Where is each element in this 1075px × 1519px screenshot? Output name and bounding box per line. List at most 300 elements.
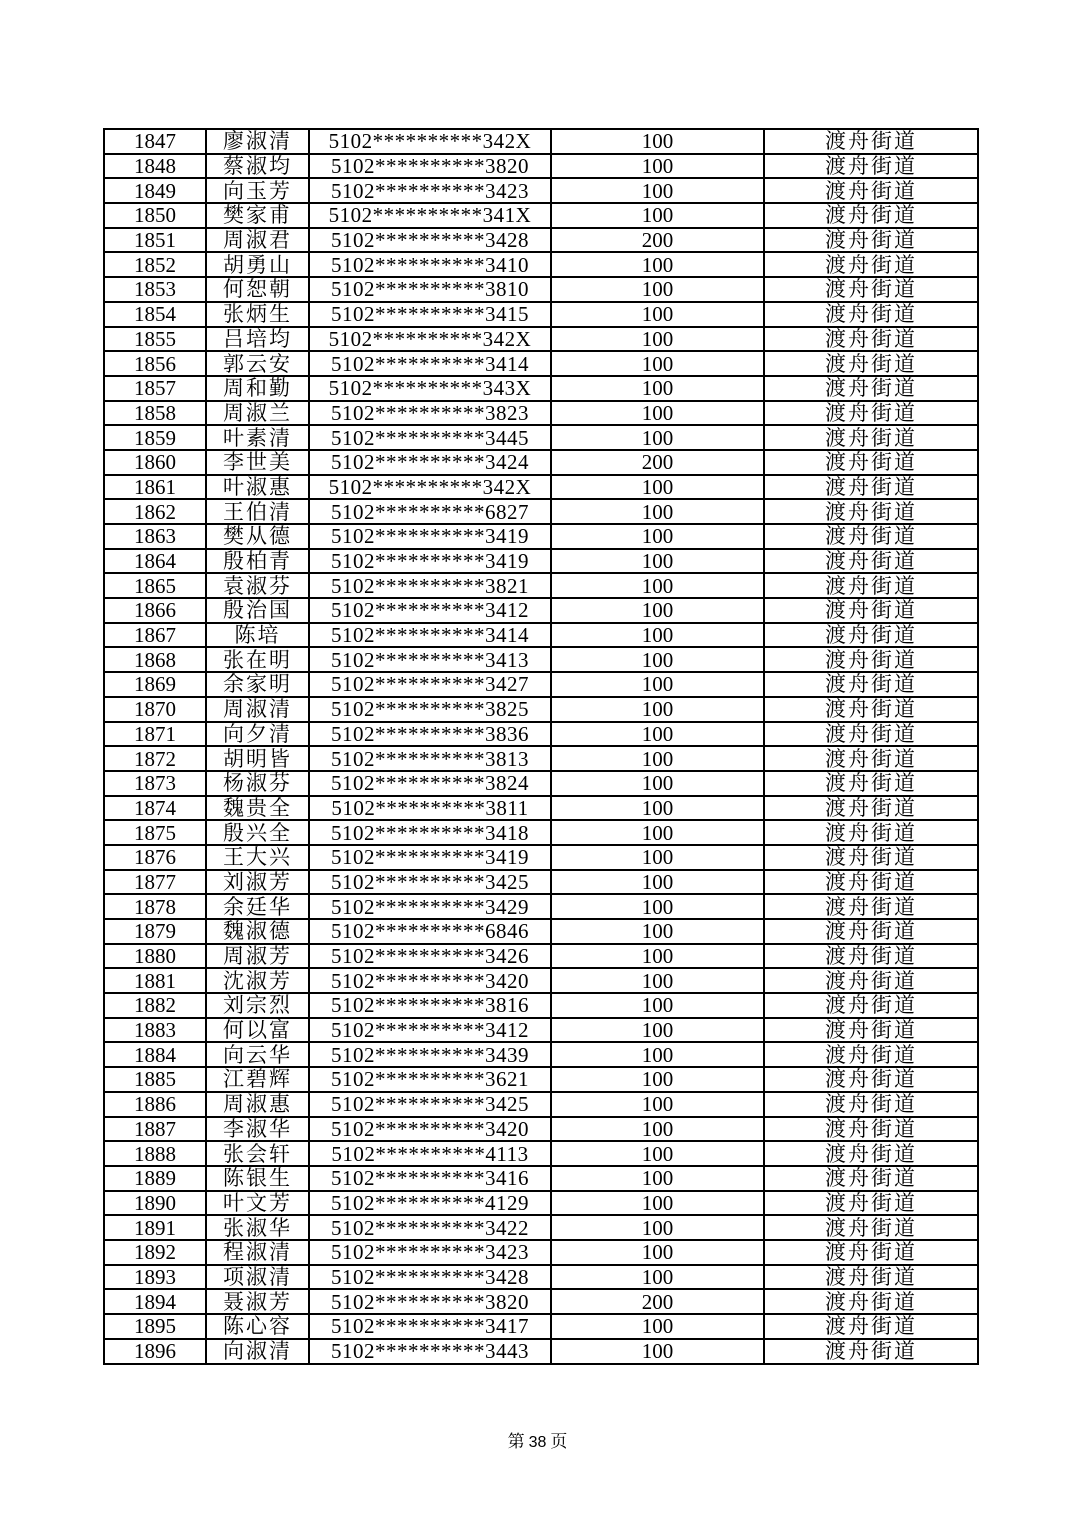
cell-district-name: 渡舟街道 — [764, 1018, 978, 1043]
cell-amount: 100 — [551, 154, 764, 179]
cell-sequence-number: 1865 — [104, 573, 206, 598]
cell-id-number-masked: 5102**********3810 — [309, 277, 551, 302]
cell-sequence-number: 1876 — [104, 845, 206, 870]
cell-id-number-masked: 5102**********3811 — [309, 796, 551, 821]
footer-page-number: 38 — [528, 1434, 547, 1451]
cell-id-number-masked: 5102**********3423 — [309, 178, 551, 203]
cell-person-name: 袁淑芬 — [206, 573, 309, 598]
cell-id-number-masked: 5102**********3621 — [309, 1067, 551, 1092]
table-row — [104, 573, 978, 598]
cell-id-number-masked: 5102**********3424 — [309, 450, 551, 475]
cell-amount: 100 — [551, 1141, 764, 1166]
cell-sequence-number: 1896 — [104, 1339, 206, 1364]
cell-sequence-number: 1867 — [104, 623, 206, 648]
cell-id-number-masked: 5102**********3823 — [309, 401, 551, 426]
cell-sequence-number: 1854 — [104, 302, 206, 327]
table-row — [104, 401, 978, 426]
table-row — [104, 1092, 978, 1117]
cell-id-number-masked: 5102**********3419 — [309, 845, 551, 870]
cell-amount: 100 — [551, 870, 764, 895]
cell-sequence-number: 1862 — [104, 499, 206, 524]
table-row — [104, 722, 978, 747]
cell-district-name: 渡舟街道 — [764, 647, 978, 672]
cell-id-number-masked: 5102**********3416 — [309, 1166, 551, 1191]
table-row — [104, 302, 978, 327]
cell-sequence-number: 1872 — [104, 746, 206, 771]
cell-district-name: 渡舟街道 — [764, 845, 978, 870]
cell-person-name: 胡明皆 — [206, 746, 309, 771]
cell-amount: 100 — [551, 894, 764, 919]
cell-id-number-masked: 5102**********3836 — [309, 722, 551, 747]
cell-sequence-number: 1853 — [104, 277, 206, 302]
cell-amount: 200 — [551, 1289, 764, 1314]
page-footer — [0, 1430, 1075, 1455]
cell-district-name: 渡舟街道 — [764, 1215, 978, 1240]
cell-amount: 100 — [551, 252, 764, 277]
cell-district-name: 渡舟街道 — [764, 623, 978, 648]
cell-id-number-masked: 5102**********3425 — [309, 870, 551, 895]
cell-amount: 100 — [551, 178, 764, 203]
cell-amount: 100 — [551, 573, 764, 598]
cell-person-name: 刘淑芳 — [206, 870, 309, 895]
cell-id-number-masked: 5102**********342X — [309, 129, 551, 154]
cell-sequence-number: 1875 — [104, 820, 206, 845]
cell-district-name: 渡舟街道 — [764, 129, 978, 154]
cell-sequence-number: 1871 — [104, 722, 206, 747]
cell-id-number-masked: 5102**********3439 — [309, 1042, 551, 1067]
cell-district-name: 渡舟街道 — [764, 894, 978, 919]
cell-district-name: 渡舟街道 — [764, 1289, 978, 1314]
cell-sequence-number: 1848 — [104, 154, 206, 179]
cell-district-name: 渡舟街道 — [764, 870, 978, 895]
cell-amount: 100 — [551, 598, 764, 623]
cell-id-number-masked: 5102**********3410 — [309, 252, 551, 277]
cell-district-name: 渡舟街道 — [764, 376, 978, 401]
table-row — [104, 1067, 978, 1092]
cell-person-name: 余廷华 — [206, 894, 309, 919]
cell-amount: 100 — [551, 1240, 764, 1265]
cell-district-name: 渡舟街道 — [764, 203, 978, 228]
table-row — [104, 820, 978, 845]
cell-sequence-number: 1869 — [104, 672, 206, 697]
cell-amount: 100 — [551, 697, 764, 722]
table-row — [104, 697, 978, 722]
cell-id-number-masked: 5102**********3443 — [309, 1339, 551, 1364]
cell-district-name: 渡舟街道 — [764, 351, 978, 376]
cell-amount: 100 — [551, 401, 764, 426]
cell-sequence-number: 1879 — [104, 919, 206, 944]
cell-id-number-masked: 5102**********3825 — [309, 697, 551, 722]
cell-sequence-number: 1873 — [104, 771, 206, 796]
table-row — [104, 1117, 978, 1142]
cell-person-name: 杨淑芬 — [206, 771, 309, 796]
cell-sequence-number: 1858 — [104, 401, 206, 426]
cell-district-name: 渡舟街道 — [764, 1067, 978, 1092]
cell-sequence-number: 1866 — [104, 598, 206, 623]
cell-id-number-masked: 5102**********3820 — [309, 154, 551, 179]
cell-district-name: 渡舟街道 — [764, 425, 978, 450]
cell-district-name: 渡舟街道 — [764, 327, 978, 352]
cell-id-number-masked: 5102**********3419 — [309, 549, 551, 574]
cell-district-name: 渡舟街道 — [764, 549, 978, 574]
cell-district-name: 渡舟街道 — [764, 302, 978, 327]
cell-district-name: 渡舟街道 — [764, 1092, 978, 1117]
cell-id-number-masked: 5102**********3816 — [309, 993, 551, 1018]
cell-id-number-masked: 5102**********6846 — [309, 919, 551, 944]
cell-person-name: 魏贵全 — [206, 796, 309, 821]
table-row — [104, 376, 978, 401]
cell-district-name: 渡舟街道 — [764, 746, 978, 771]
cell-amount: 100 — [551, 919, 764, 944]
cell-district-name: 渡舟街道 — [764, 228, 978, 253]
table-row — [104, 771, 978, 796]
cell-district-name: 渡舟街道 — [764, 1314, 978, 1339]
cell-person-name: 张淑华 — [206, 1215, 309, 1240]
cell-person-name: 向玉芳 — [206, 178, 309, 203]
cell-amount: 100 — [551, 327, 764, 352]
cell-person-name: 李淑华 — [206, 1117, 309, 1142]
cell-id-number-masked: 5102**********3427 — [309, 672, 551, 697]
cell-district-name: 渡舟街道 — [764, 919, 978, 944]
cell-sequence-number: 1849 — [104, 178, 206, 203]
cell-person-name: 何恕朝 — [206, 277, 309, 302]
cell-amount: 100 — [551, 475, 764, 500]
cell-district-name: 渡舟街道 — [764, 499, 978, 524]
cell-amount: 100 — [551, 277, 764, 302]
cell-person-name: 殷治国 — [206, 598, 309, 623]
cell-amount: 100 — [551, 796, 764, 821]
cell-district-name: 渡舟街道 — [764, 252, 978, 277]
cell-district-name: 渡舟街道 — [764, 944, 978, 969]
cell-amount: 100 — [551, 1265, 764, 1290]
cell-amount: 100 — [551, 623, 764, 648]
table-row — [104, 1339, 978, 1364]
cell-amount: 100 — [551, 968, 764, 993]
cell-district-name: 渡舟街道 — [764, 672, 978, 697]
cell-sequence-number: 1887 — [104, 1117, 206, 1142]
cell-person-name: 郭云安 — [206, 351, 309, 376]
cell-sequence-number: 1880 — [104, 944, 206, 969]
cell-person-name: 殷兴全 — [206, 820, 309, 845]
cell-district-name: 渡舟街道 — [764, 1166, 978, 1191]
cell-id-number-masked: 5102**********3824 — [309, 771, 551, 796]
cell-person-name: 叶素清 — [206, 425, 309, 450]
cell-sequence-number: 1892 — [104, 1240, 206, 1265]
cell-amount: 100 — [551, 993, 764, 1018]
cell-id-number-masked: 5102**********4113 — [309, 1141, 551, 1166]
cell-amount: 100 — [551, 746, 764, 771]
table-row — [104, 870, 978, 895]
cell-person-name: 张会轩 — [206, 1141, 309, 1166]
cell-person-name: 聂淑芳 — [206, 1289, 309, 1314]
table-row — [104, 129, 978, 154]
cell-id-number-masked: 5102**********3417 — [309, 1314, 551, 1339]
cell-id-number-masked: 5102**********3429 — [309, 894, 551, 919]
cell-person-name: 樊家甫 — [206, 203, 309, 228]
cell-amount: 100 — [551, 351, 764, 376]
table-row — [104, 475, 978, 500]
cell-district-name: 渡舟街道 — [764, 722, 978, 747]
cell-sequence-number: 1864 — [104, 549, 206, 574]
table-row — [104, 252, 978, 277]
cell-id-number-masked: 5102**********3428 — [309, 228, 551, 253]
cell-district-name: 渡舟街道 — [764, 1042, 978, 1067]
cell-district-name: 渡舟街道 — [764, 993, 978, 1018]
cell-sequence-number: 1860 — [104, 450, 206, 475]
table-row — [104, 154, 978, 179]
cell-id-number-masked: 5102**********3419 — [309, 524, 551, 549]
cell-sequence-number: 1851 — [104, 228, 206, 253]
cell-person-name: 廖淑清 — [206, 129, 309, 154]
cell-amount: 100 — [551, 722, 764, 747]
cell-amount: 100 — [551, 944, 764, 969]
table-row — [104, 549, 978, 574]
cell-district-name: 渡舟街道 — [764, 1141, 978, 1166]
table-row — [104, 1265, 978, 1290]
cell-id-number-masked: 5102**********3813 — [309, 746, 551, 771]
table-row — [104, 425, 978, 450]
cell-person-name: 蔡淑均 — [206, 154, 309, 179]
table-row — [104, 203, 978, 228]
cell-amount: 100 — [551, 1191, 764, 1216]
table-row — [104, 919, 978, 944]
cell-amount: 100 — [551, 1166, 764, 1191]
cell-amount: 100 — [551, 203, 764, 228]
table-row — [104, 672, 978, 697]
cell-sequence-number: 1885 — [104, 1067, 206, 1092]
table-row — [104, 351, 978, 376]
beneficiary-table — [103, 128, 979, 1365]
cell-person-name: 吕培均 — [206, 327, 309, 352]
table-row — [104, 1289, 978, 1314]
cell-sequence-number: 1859 — [104, 425, 206, 450]
table-row — [104, 1166, 978, 1191]
cell-amount: 100 — [551, 1092, 764, 1117]
cell-sequence-number: 1870 — [104, 697, 206, 722]
cell-district-name: 渡舟街道 — [764, 796, 978, 821]
cell-sequence-number: 1850 — [104, 203, 206, 228]
table-row — [104, 524, 978, 549]
footer-page-label — [508, 1432, 568, 1451]
cell-person-name: 王大兴 — [206, 845, 309, 870]
cell-amount: 100 — [551, 771, 764, 796]
cell-id-number-masked: 5102**********3820 — [309, 1289, 551, 1314]
cell-amount: 100 — [551, 1339, 764, 1364]
cell-person-name: 向夕清 — [206, 722, 309, 747]
table-row — [104, 894, 978, 919]
cell-id-number-masked: 5102**********3414 — [309, 351, 551, 376]
cell-person-name: 王伯清 — [206, 499, 309, 524]
cell-district-name: 渡舟街道 — [764, 277, 978, 302]
table-row — [104, 647, 978, 672]
cell-sequence-number: 1886 — [104, 1092, 206, 1117]
cell-person-name: 何以富 — [206, 1018, 309, 1043]
table-row — [104, 1141, 978, 1166]
cell-amount: 100 — [551, 549, 764, 574]
cell-sequence-number: 1881 — [104, 968, 206, 993]
cell-person-name: 周淑清 — [206, 697, 309, 722]
table-row — [104, 450, 978, 475]
cell-id-number-masked: 5102**********3420 — [309, 968, 551, 993]
cell-person-name: 樊从德 — [206, 524, 309, 549]
table-row — [104, 944, 978, 969]
cell-person-name: 向云华 — [206, 1042, 309, 1067]
cell-person-name: 周淑君 — [206, 228, 309, 253]
cell-person-name: 向淑清 — [206, 1339, 309, 1364]
cell-id-number-masked: 5102**********3423 — [309, 1240, 551, 1265]
cell-person-name: 刘宗烈 — [206, 993, 309, 1018]
cell-id-number-masked: 5102**********342X — [309, 475, 551, 500]
cell-person-name: 沈淑芳 — [206, 968, 309, 993]
cell-district-name: 渡舟街道 — [764, 697, 978, 722]
cell-id-number-masked: 5102**********3426 — [309, 944, 551, 969]
cell-id-number-masked: 5102**********3428 — [309, 1265, 551, 1290]
table-row — [104, 1240, 978, 1265]
cell-sequence-number: 1874 — [104, 796, 206, 821]
cell-district-name: 渡舟街道 — [764, 771, 978, 796]
cell-amount: 100 — [551, 1314, 764, 1339]
cell-amount: 100 — [551, 129, 764, 154]
cell-sequence-number: 1877 — [104, 870, 206, 895]
cell-id-number-masked: 5102**********341X — [309, 203, 551, 228]
cell-district-name: 渡舟街道 — [764, 968, 978, 993]
cell-person-name: 项淑清 — [206, 1265, 309, 1290]
cell-amount: 100 — [551, 820, 764, 845]
cell-sequence-number: 1868 — [104, 647, 206, 672]
cell-district-name: 渡舟街道 — [764, 1117, 978, 1142]
table-row — [104, 178, 978, 203]
cell-id-number-masked: 5102**********3412 — [309, 1018, 551, 1043]
cell-person-name: 余家明 — [206, 672, 309, 697]
cell-sequence-number: 1888 — [104, 1141, 206, 1166]
cell-sequence-number: 1894 — [104, 1289, 206, 1314]
cell-amount: 100 — [551, 647, 764, 672]
cell-id-number-masked: 5102**********3422 — [309, 1215, 551, 1240]
cell-sequence-number: 1895 — [104, 1314, 206, 1339]
table-row — [104, 1314, 978, 1339]
cell-sequence-number: 1889 — [104, 1166, 206, 1191]
cell-amount: 100 — [551, 1215, 764, 1240]
cell-amount: 100 — [551, 524, 764, 549]
cell-amount: 200 — [551, 450, 764, 475]
cell-district-name: 渡舟街道 — [764, 1339, 978, 1364]
cell-amount: 100 — [551, 672, 764, 697]
cell-amount: 100 — [551, 1067, 764, 1092]
cell-id-number-masked: 5102**********3445 — [309, 425, 551, 450]
cell-sequence-number: 1893 — [104, 1265, 206, 1290]
cell-sequence-number: 1891 — [104, 1215, 206, 1240]
cell-sequence-number: 1855 — [104, 327, 206, 352]
footer-suffix: 页 — [550, 1432, 568, 1451]
cell-district-name: 渡舟街道 — [764, 401, 978, 426]
cell-person-name: 程淑清 — [206, 1240, 309, 1265]
table-row — [104, 796, 978, 821]
cell-person-name: 叶文芳 — [206, 1191, 309, 1216]
cell-sequence-number: 1852 — [104, 252, 206, 277]
cell-person-name: 周淑惠 — [206, 1092, 309, 1117]
cell-id-number-masked: 5102**********3413 — [309, 647, 551, 672]
cell-person-name: 陈银生 — [206, 1166, 309, 1191]
cell-district-name: 渡舟街道 — [764, 598, 978, 623]
table-row — [104, 993, 978, 1018]
cell-sequence-number: 1890 — [104, 1191, 206, 1216]
cell-amount: 100 — [551, 1042, 764, 1067]
table-row — [104, 499, 978, 524]
cell-district-name: 渡舟街道 — [764, 450, 978, 475]
cell-person-name: 张炳生 — [206, 302, 309, 327]
cell-district-name: 渡舟街道 — [764, 1191, 978, 1216]
table-body — [104, 129, 978, 1364]
cell-amount: 100 — [551, 1117, 764, 1142]
table-row — [104, 277, 978, 302]
cell-sequence-number: 1861 — [104, 475, 206, 500]
cell-sequence-number: 1878 — [104, 894, 206, 919]
cell-person-name: 周和勤 — [206, 376, 309, 401]
cell-person-name: 殷柏青 — [206, 549, 309, 574]
cell-person-name: 张在明 — [206, 647, 309, 672]
cell-sequence-number: 1847 — [104, 129, 206, 154]
cell-district-name: 渡舟街道 — [764, 820, 978, 845]
cell-district-name: 渡舟街道 — [764, 573, 978, 598]
cell-person-name: 周淑兰 — [206, 401, 309, 426]
footer-prefix: 第 — [507, 1432, 525, 1451]
cell-person-name: 叶淑惠 — [206, 475, 309, 500]
cell-amount: 100 — [551, 376, 764, 401]
table-row — [104, 1191, 978, 1216]
table-row — [104, 1042, 978, 1067]
cell-id-number-masked: 5102**********3412 — [309, 598, 551, 623]
cell-sequence-number: 1857 — [104, 376, 206, 401]
table-row — [104, 746, 978, 771]
cell-person-name: 江碧辉 — [206, 1067, 309, 1092]
table-row — [104, 327, 978, 352]
cell-amount: 100 — [551, 1018, 764, 1043]
table-row — [104, 228, 978, 253]
cell-district-name: 渡舟街道 — [764, 1265, 978, 1290]
cell-person-name: 胡勇山 — [206, 252, 309, 277]
cell-person-name: 陈培 — [206, 623, 309, 648]
cell-person-name: 李世美 — [206, 450, 309, 475]
cell-district-name: 渡舟街道 — [764, 154, 978, 179]
cell-id-number-masked: 5102**********6827 — [309, 499, 551, 524]
cell-id-number-masked: 5102**********342X — [309, 327, 551, 352]
cell-sequence-number: 1882 — [104, 993, 206, 1018]
cell-id-number-masked: 5102**********3821 — [309, 573, 551, 598]
cell-id-number-masked: 5102**********3425 — [309, 1092, 551, 1117]
table-row — [104, 598, 978, 623]
table-row — [104, 1018, 978, 1043]
cell-amount: 100 — [551, 302, 764, 327]
cell-amount: 100 — [551, 499, 764, 524]
cell-id-number-masked: 5102**********343X — [309, 376, 551, 401]
cell-id-number-masked: 5102**********3418 — [309, 820, 551, 845]
cell-district-name: 渡舟街道 — [764, 178, 978, 203]
table-row — [104, 1215, 978, 1240]
cell-sequence-number: 1856 — [104, 351, 206, 376]
cell-id-number-masked: 5102**********4129 — [309, 1191, 551, 1216]
cell-sequence-number: 1883 — [104, 1018, 206, 1043]
cell-district-name: 渡舟街道 — [764, 475, 978, 500]
table-row — [104, 845, 978, 870]
cell-person-name: 魏淑德 — [206, 919, 309, 944]
table-row — [104, 968, 978, 993]
cell-person-name: 陈心容 — [206, 1314, 309, 1339]
cell-sequence-number: 1863 — [104, 524, 206, 549]
cell-sequence-number: 1884 — [104, 1042, 206, 1067]
cell-amount: 100 — [551, 425, 764, 450]
cell-id-number-masked: 5102**********3415 — [309, 302, 551, 327]
cell-id-number-masked: 5102**********3414 — [309, 623, 551, 648]
